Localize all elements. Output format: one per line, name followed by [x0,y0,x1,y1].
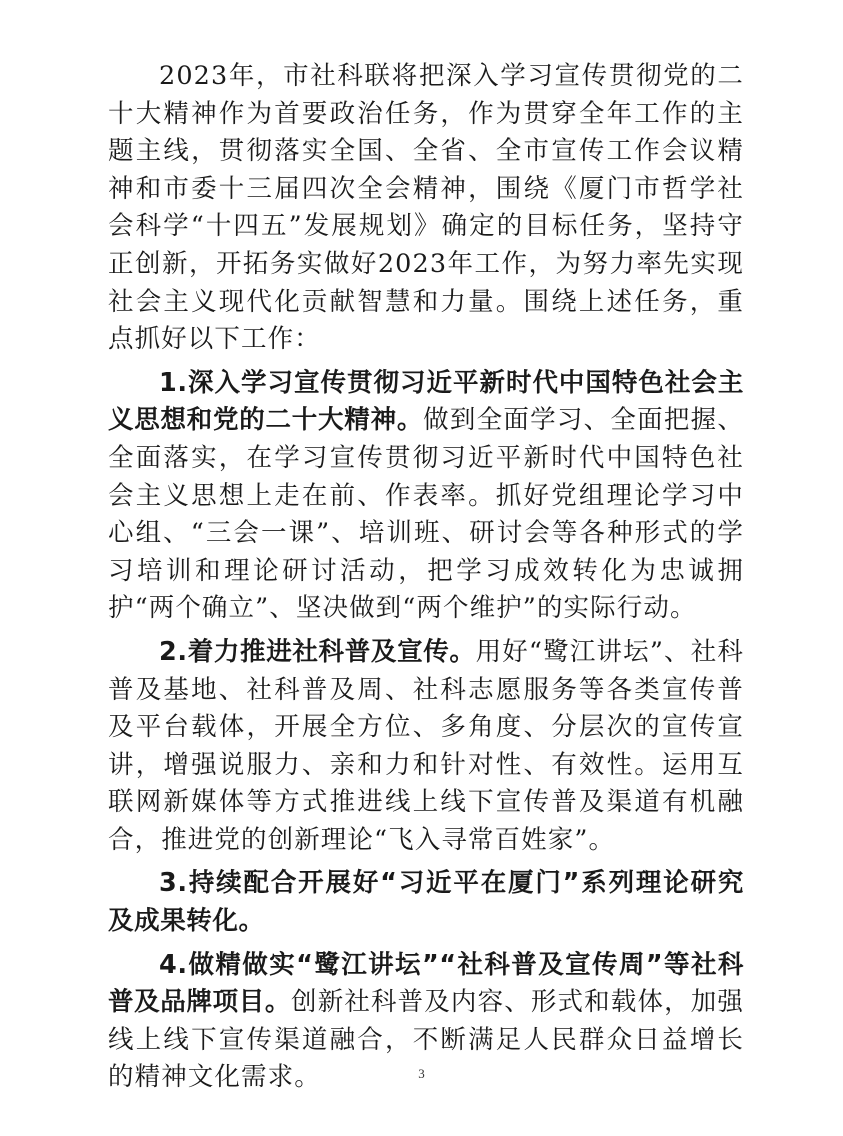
item-3-heading: 3.持续配合开展好“习近平在厦门”系列理论研究及成果转化。 [108,868,744,937]
item-2-paragraph [108,634,744,860]
item-4-body: 创新社科普及内容、形式和载体，加强线上线下宣传渠道融合，不断满足人民群众日益增长的精神文化需求。 [108,987,745,1093]
item-1-paragraph [108,365,744,628]
item-2-body: 用好“鹭江讲坛”、社科普及基地、社科普及周、社科志愿服务等各类宣传普及平台载体，开展全方位、多角度、分层次的宣传宣讲，增强说服力、亲和力和针对性、有效性。运用互联网新媒体等方式推进线上线下宣传普及渠道有机融合，推进党的创新理论“飞入寻常百姓家”。 [108,636,744,855]
page-number: 3 [418,1066,425,1081]
item-2-heading: 2.着力推进社科普及宣传。 [159,636,476,667]
item-1-heading: 1.深入学习宣传贯彻习近平新时代中国特色社会主义思想和党的二十大精神。 [108,367,744,436]
item-4-heading: 4.做精做实“鹭江讲坛”“社科普及宣传周”等社科普及品牌项目。 [108,949,744,1018]
intro-paragraph: 2023年，市社科联将把深入学习宣传贯彻党的二十大精神作为首要政治任务，作为贯穿全年工作的主题主线，贯彻落实全国、全省、全市宣传工作会议精神和市委十三届四次全会精神，围绕《厦门市哲学社会科学“十四五”发展规划》确定的目标任务，坚持守正创新，开拓务实做好2023年工作，为努力率先实现社会主义现代化贡献智慧和力量。围绕上述任务，重点抓好以下工作： [108,61,744,355]
document-page [108,58,744,1103]
item-1-body: 做到全面学习、全面把握、全面落实，在学习宣传贯彻习近平新时代中国特色社会主义思想上走在前、作表率。抓好党组理论学习中心组、“三会一课”、培训班、研讨会等各种形式的学习培训和理论研讨活动，把学习成效转化为忠诚拥护“两个确立”、坚决做到“两个维护”的实际行动。 [108,405,744,624]
item-3-paragraph [108,865,744,940]
